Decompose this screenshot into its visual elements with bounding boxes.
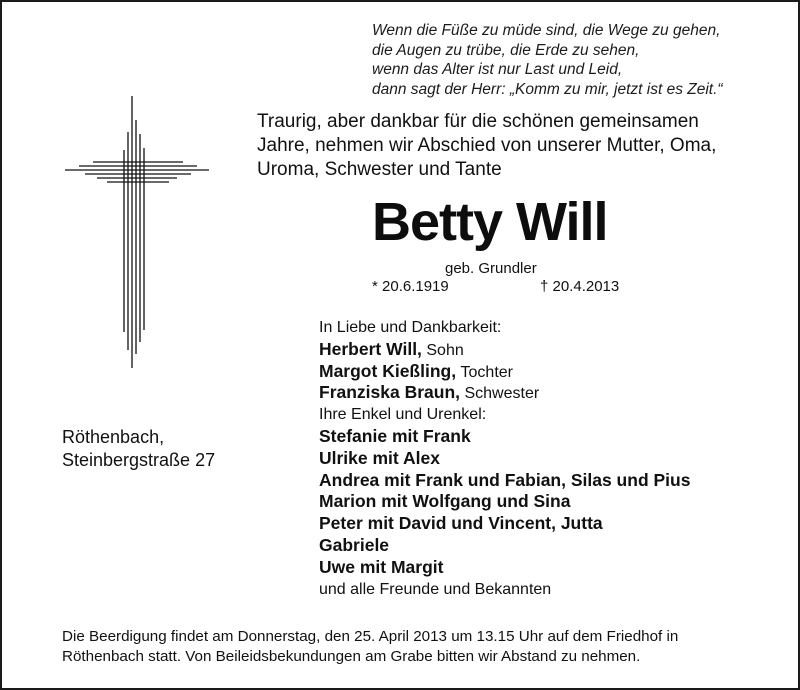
- grandchild-entry: Ulrike mit Alex: [319, 447, 440, 468]
- family-member-name: Herbert Will,: [319, 338, 422, 359]
- poem-line: dann sagt der Herr: „Komm zu mir, jetzt ist es Zeit.“: [372, 80, 723, 98]
- maiden-name: geb. Grundler: [445, 260, 537, 277]
- family-member: [319, 361, 789, 383]
- grandchildren-heading: Ihre Enkel und Urenkel:: [319, 406, 487, 424]
- address: [62, 426, 215, 472]
- grandchild-entry: Gabriele: [319, 534, 390, 555]
- deceased-name: Betty Will: [372, 192, 608, 252]
- poem-line: Wenn die Füße zu müde sind, die Wege zu gehen,: [372, 22, 721, 39]
- grandchild-entry: Peter mit David und Vincent, Jutta: [319, 513, 603, 534]
- intro-line: Jahre, nehmen wir Abschied von unserer Mutter, Oma,: [257, 135, 717, 156]
- intro-line: Traurig, aber dankbar für die schönen gemeinsamen: [257, 111, 699, 132]
- mourners-heading: In Liebe und Dankbarkeit:: [319, 319, 502, 336]
- family-member-relation: Schwester: [464, 385, 540, 403]
- family-member: [319, 339, 789, 361]
- intro-text: [257, 110, 777, 182]
- family-member-name: Margot Kießling,: [319, 360, 457, 381]
- mourners-closing: und alle Freunde und Bekannten: [319, 580, 552, 598]
- address-street: Steinbergstraße 27: [62, 450, 216, 470]
- family-member-name: Franziska Braun,: [319, 382, 461, 403]
- mourners-list: [319, 317, 789, 600]
- death-date: † 20.4.2013: [540, 278, 620, 295]
- grandchild-entry: Andrea mit Frank und Fabian, Silas und Pius: [319, 469, 691, 490]
- family-member: [319, 382, 789, 404]
- grandchild-entry: Marion mit Wolfgang und Sina: [319, 491, 571, 512]
- funeral-line: Röthenbach statt. Von Beileidsbekundungen am Grabe bitten wir Abstand zu nehmen.: [62, 648, 641, 665]
- intro-line: Uroma, Schwester und Tante: [257, 159, 502, 180]
- address-city: Röthenbach,: [62, 427, 165, 447]
- poem: [372, 21, 792, 99]
- grandchild-entry: Uwe mit Margit: [319, 556, 444, 577]
- grandchild-entry: Stefanie mit Frank: [319, 425, 471, 446]
- birth-date: * 20.6.1919: [372, 278, 449, 295]
- family-member-relation: Sohn: [426, 341, 464, 359]
- family-member-relation: Tochter: [460, 363, 513, 381]
- funeral-notice: [62, 627, 752, 667]
- funeral-line: Die Beerdigung findet am Donnerstag, den 25. April 2013 um 13.15 Uhr auf dem Friedhof in: [62, 628, 679, 645]
- cross-icon: [57, 92, 217, 372]
- poem-line: die Augen zu trübe, die Erde zu sehen,: [372, 41, 640, 59]
- poem-line: wenn das Alter ist nur Last und Leid,: [372, 61, 623, 78]
